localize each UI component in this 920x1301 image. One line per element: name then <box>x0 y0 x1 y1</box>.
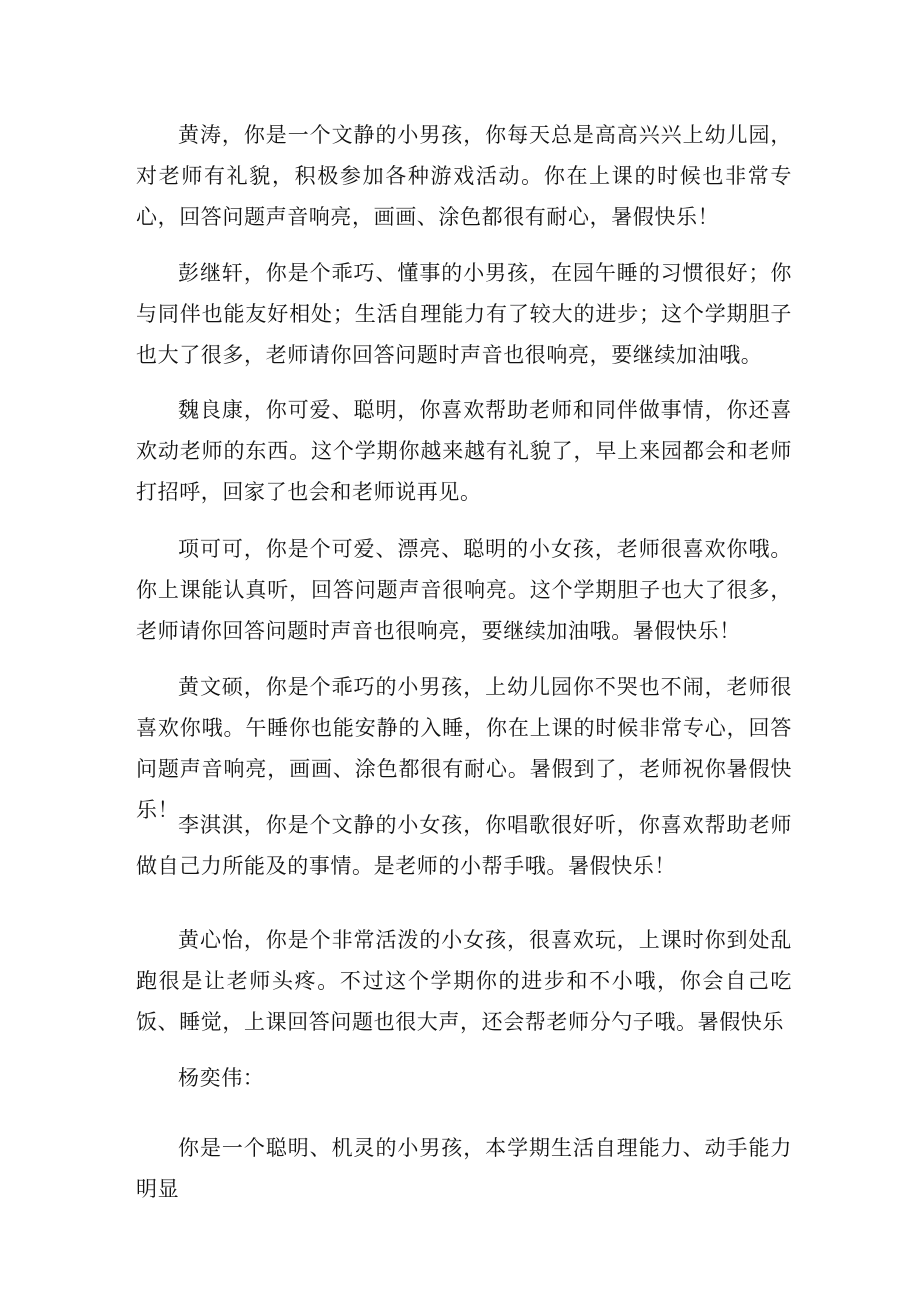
comment-paragraph-li-qiqi: 李淇淇，你是个文静的小女孩，你唱歌很好听，你喜欢帮助老师做自己力所能及的事情。是老师的小帮手哦。暑假快乐！ <box>136 813 792 878</box>
comment-paragraph-wei-liangkang: 魏良康，你可爱、聪明，你喜欢帮助老师和同伴做事情，你还喜欢动老师的东西。这个学期你越来越有礼貌了，早上来园都会和老师打招呼，回家了也会和老师说再见。 <box>136 398 792 504</box>
comment-paragraph-yang-yiwei: 你是一个聪明、机灵的小男孩，本学期生活自理能力、动手能力明显 <box>136 1136 792 1201</box>
comment-paragraph-peng-jixuan: 彭继轩，你是个乖巧、懂事的小男孩，在园午睡的习惯很好；你与同伴也能友好相处；生活自理能力有了较大的进步；这个学期胆子也大了很多，老师请你回答问题时声音也很响亮，要继续加油哦。 <box>136 261 792 367</box>
comment-paragraph-huang-tao: 黄涛，你是一个文静的小男孩，你每天总是高高兴兴上幼儿园，对老师有礼貌，积极参加各种游戏活动。你在上课的时候也非常专心，回答问题声音响亮，画画、涂色都很有耐心，暑假快乐！ <box>136 123 792 229</box>
comment-paragraph-xiang-keke: 项可可，你是个可爱、漂亮、聪明的小女孩，老师很喜欢你哦。你上课能认真听，回答问题声音很响亮。这个学期胆子也大了很多，老师请你回答问题时声音也很响亮，要继续加油哦。暑假快乐！ <box>136 537 792 643</box>
comment-paragraph-huang-wenshuo: 黄文硕，你是个乖巧的小男孩，上幼儿园你不哭也不闹，老师很喜欢你哦。午睡你也能安静的入睡，你在上课的时候非常专心，回答问题声音响亮，画画、涂色都很有耐心。暑假到了，老师祝你暑假快乐！ <box>136 675 792 822</box>
comment-heading-yang-yiwei: 杨奕伟： <box>178 1066 265 1090</box>
comment-paragraph-huang-xinyi: 黄心怡，你是个非常活泼的小女孩，很喜欢玩，上课时你到处乱跑很是让老师头疼。不过这个学期你的进步和不小哦，你会自己吃饭、睡觉，上课回答问题也很大声，还会帮老师分勺子哦。暑假快乐 <box>136 928 792 1034</box>
